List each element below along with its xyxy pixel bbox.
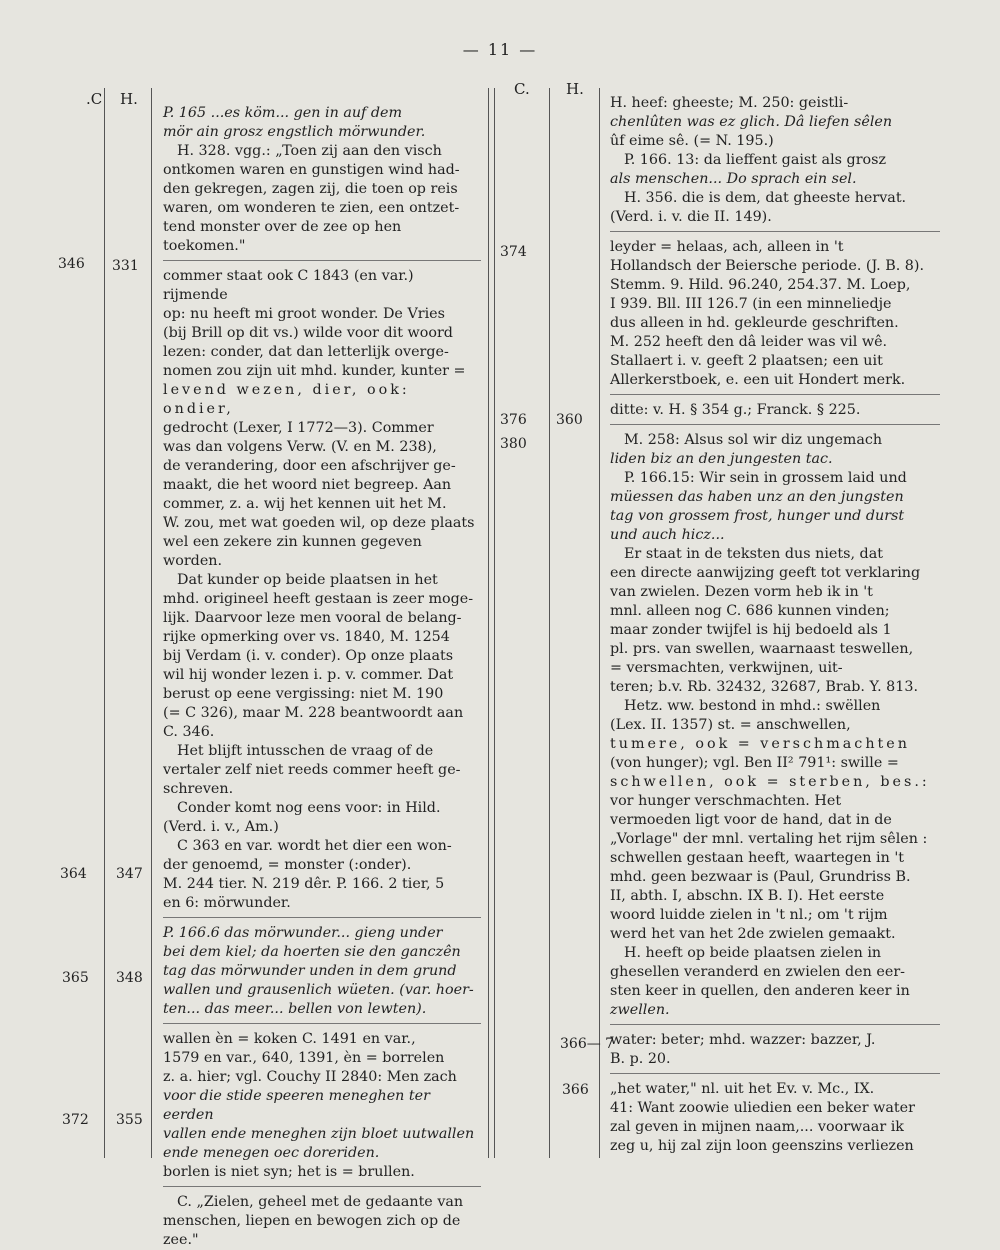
- note-block: [610, 431, 940, 1020]
- text-line: Hollandsch der Beiersche periode. (J. B. 8).: [610, 258, 925, 274]
- text-line: Stemm. 9. Hild. 96.240, 254.37. M. Loep,: [610, 277, 911, 293]
- divider: [610, 1024, 940, 1025]
- text-line: M. 258: Alsus sol wir diz ungemach: [624, 432, 883, 448]
- text-line: menschen, liepen en bewogen zich op de: [163, 1213, 461, 1229]
- text-line: zeg u, hij zal zijn loon geenszins verliezen: [610, 1138, 914, 1154]
- text-line: der genoemd, = monster (:onder).: [163, 857, 412, 873]
- text-line: leyder = helaas, ach, alleen in 't: [610, 239, 844, 255]
- text-line: als menschen... Do sprach ein sel.: [610, 171, 857, 187]
- note-block: [163, 924, 481, 1019]
- right-header-c: C.: [514, 80, 530, 98]
- text-line: zal geven in mijnen naam,... voorwaar ik: [610, 1119, 904, 1135]
- left-rule-c: [104, 88, 105, 1158]
- text-line: schreven.: [163, 781, 234, 797]
- text-line: ende menegen oec doreriden.: [163, 1145, 380, 1161]
- right-ref-c: 374: [500, 244, 527, 260]
- text-line: „Vorlage" der mnl. vertaling het rijm sêlen :: [610, 831, 928, 847]
- text-line: Hetz. ww. bestond in mhd.: swëllen: [624, 698, 881, 714]
- right-ref-c: 380: [500, 436, 527, 452]
- text-line: ontkomen waren en gunstigen wind had-: [163, 162, 460, 178]
- center-rule: [494, 88, 495, 1158]
- left-ref-h: 348: [116, 970, 143, 986]
- note-block: [610, 1031, 940, 1069]
- text-line: ûf eime sê. (= N. 195.): [610, 133, 774, 149]
- center-rule: [488, 88, 489, 1158]
- divider: [610, 1073, 940, 1074]
- text-line: lezen: conder, dat dan letterlijk overge-: [163, 344, 449, 360]
- text-line: H. 328. vgg.: „Toen zij aan den visch: [177, 143, 442, 159]
- text-line: vertaler zelf niet reeds commer heeft ge-: [163, 762, 461, 778]
- right-text-column: [610, 94, 940, 1156]
- text-line: Het blijft intusschen de vraag of de: [177, 743, 434, 759]
- text-line: 1579 en var., 640, 1391, èn = borrelen: [163, 1050, 445, 1066]
- text-line: (von hunger); vgl. Ben II² 791¹: swille =: [610, 755, 899, 771]
- text-line: tag das mörwunder unden in dem grund: [163, 963, 457, 979]
- text-line: H. heeft op beide plaatsen zielen in: [624, 945, 882, 961]
- text-line: wallen èn = koken C. 1491 en var.,: [163, 1031, 416, 1047]
- text-line: voor die stide speeren meneghen ter eerden: [163, 1088, 430, 1123]
- note-block: [610, 401, 940, 420]
- divider: [610, 231, 940, 232]
- text-line: schwellen, ook = sterben, bes.:: [610, 774, 930, 790]
- text-line: den gekregen, zagen zij, die toen op reis: [163, 181, 458, 197]
- text-line: vallen ende meneghen zijn bloet uutwallen: [163, 1126, 475, 1142]
- divider: [163, 260, 481, 261]
- left-ref-c: 365: [62, 970, 89, 986]
- text-line: H. 356. die is dem, dat gheeste hervat.: [624, 190, 907, 206]
- text-line: = versmachten, verkwijnen, uit-: [610, 660, 843, 676]
- text-line: I 939. Bll. III 126.7 (in een minneliedje: [610, 296, 892, 312]
- note-block: [610, 238, 940, 390]
- text-line: und auch hicz...: [610, 527, 725, 543]
- text-line: borlen is niet syn; het is = brullen.: [163, 1164, 415, 1180]
- text-line: P. 165 ...es köm... gen in auf dem: [163, 105, 403, 121]
- note-block: [163, 104, 481, 256]
- text-line: Allerkerstboek, e. een uit Hondert merk.: [610, 372, 906, 388]
- text-line: II, abth. I, abschn. IX B. I). Het eerste: [610, 888, 885, 904]
- left-ref-h: 331: [112, 258, 139, 274]
- text-line: berust op eene vergissing: niet M. 190: [163, 686, 444, 702]
- text-line: Stallaert i. v. geeft 2 plaatsen; een uit: [610, 353, 883, 369]
- text-line: ghesellen veranderd en zwielen den eer-: [610, 964, 905, 980]
- text-line: liden biz an den jungesten tac.: [610, 451, 833, 467]
- text-line: z. a. hier; vgl. Couchy II 2840: Men zach: [163, 1069, 457, 1085]
- text-line: zee.": [163, 1232, 199, 1248]
- divider: [163, 1186, 481, 1187]
- note-block: [163, 1193, 481, 1250]
- text-line: tend monster over de zee op hen toekomen.": [163, 219, 402, 254]
- text-line: gedrocht (Lexer, I 1772—3). Commer: [163, 420, 434, 436]
- text-line: (Lex. II. 1357) st. = anschwellen,: [610, 717, 851, 733]
- text-line: W. zou, met wat goeden wil, op deze plaats: [163, 515, 475, 531]
- text-line: B. p. 20.: [610, 1051, 671, 1067]
- text-line: een directe aanwijzing geeft tot verklaring: [610, 565, 921, 581]
- text-line: levend wezen, dier, ook: ondier,: [163, 382, 410, 417]
- divider: [610, 424, 940, 425]
- text-line: (Verd. i. v. die II. 149).: [610, 209, 772, 225]
- text-line: mör ain grosz engstlich mörwunder.: [163, 124, 426, 140]
- text-line: (Verd. i. v., Am.): [163, 819, 279, 835]
- text-line: zwellen.: [610, 1002, 670, 1018]
- text-line: M. 244 tier. N. 219 dêr. P. 166. 2 tier, 5: [163, 876, 445, 892]
- right-ref-h: 360: [556, 412, 583, 428]
- text-line: maar zonder twijfel is hij bedoeld als 1: [610, 622, 892, 638]
- text-line: sten keer in quellen, den anderen keer in: [610, 983, 910, 999]
- text-line: vor hunger verschmachten. Het: [610, 793, 842, 809]
- text-line: teren; b.v. Rb. 32432, 32687, Brab. Y. 813.: [610, 679, 919, 695]
- text-line: pl. prs. van swellen, waarnaast teswellen,: [610, 641, 914, 657]
- note-block: [163, 267, 481, 913]
- divider: [163, 1023, 481, 1024]
- page-number: — 11 —: [462, 40, 538, 59]
- text-line: tag von grossem frost, hunger und durst: [610, 508, 905, 524]
- text-line: 41: Want zoowie uliedien een beker water: [610, 1100, 915, 1116]
- left-ref-c: 346: [58, 256, 85, 272]
- text-line: bei dem kiel; da hoerten sie den ganczên: [163, 944, 461, 960]
- text-line: P. 166.15: Wir sein in grossem laid und: [624, 470, 907, 486]
- text-line: chenlûten was ez glich. Dâ liefen sêlen: [610, 114, 893, 130]
- note-block: [163, 1030, 481, 1182]
- text-line: wil hij wonder lezen i. p. v. commer. Dat: [163, 667, 454, 683]
- text-line: en 6: mörwunder.: [163, 895, 291, 911]
- note-block: [610, 94, 940, 227]
- text-line: M. 252 heeft den dâ leider was vil wê.: [610, 334, 888, 350]
- text-line: commer staat ook C 1843 (en var.) rijmende: [163, 268, 414, 303]
- text-line: C 363 en var. wordt het dier een won-: [177, 838, 452, 854]
- text-line: nomen zou zijn uit mhd. kunder, kunter =: [163, 363, 466, 379]
- note-block: [610, 1080, 940, 1156]
- text-line: van zwielen. Dezen vorm heb ik in 't: [610, 584, 873, 600]
- text-line: wel een zekere zin kunnen gegeven worden.: [163, 534, 422, 569]
- divider: [610, 394, 940, 395]
- right-rule-h: [599, 88, 600, 1158]
- left-header-h: H.: [120, 90, 138, 108]
- text-line: Dat kunder op beide plaatsen in het: [177, 572, 438, 588]
- text-line: vermoeden ligt voor de hand, dat in de: [610, 812, 892, 828]
- right-rule-c: [549, 88, 550, 1158]
- text-line: ditte: v. H. § 354 g.; Franck. § 225.: [610, 402, 861, 418]
- text-line: was dan volgens Verw. (V. en M. 238),: [163, 439, 437, 455]
- text-line: müessen das haben unz an den jungsten: [610, 489, 904, 505]
- left-ref-c: 372: [62, 1112, 89, 1128]
- text-line: schwellen gestaan heeft, waartegen in 't: [610, 850, 905, 866]
- text-line: rijke opmerking over vs. 1840, M. 1254: [163, 629, 450, 645]
- text-line: bij Verdam (i. v. conder). Op onze plaats: [163, 648, 454, 664]
- text-line: (= C 326), maar M. 228 beantwoordt aan: [163, 705, 464, 721]
- text-line: C. „Zielen, geheel met de gedaante van: [177, 1194, 464, 1210]
- right-ref-h: 366— 7: [560, 1036, 615, 1052]
- left-ref-c: 364: [60, 866, 87, 882]
- text-line: C. 346.: [163, 724, 215, 740]
- right-ref-h: 366: [562, 1082, 589, 1098]
- text-line: ten... das meer... bellen von lewten).: [163, 1001, 427, 1017]
- text-line: dus alleen in hd. gekleurde geschriften.: [610, 315, 899, 331]
- left-ref-h: 347: [116, 866, 143, 882]
- text-line: mnl. alleen nog C. 686 kunnen vinden;: [610, 603, 890, 619]
- text-line: water: beter; mhd. wazzer: bazzer, J.: [610, 1032, 876, 1048]
- text-line: mhd. origineel heeft gestaan is zeer moge-: [163, 591, 474, 607]
- right-header-h: H.: [566, 80, 584, 98]
- text-line: maakt, die het woord niet begreep. Aan: [163, 477, 452, 493]
- text-line: woord luidde zielen in 't nl.; om 't rijm: [610, 907, 888, 923]
- text-line: wallen und grausenlich wüeten. (var. hoer-: [163, 982, 474, 998]
- left-header-c: .C: [86, 90, 103, 108]
- text-line: werd het van het 2de zwielen gemaakt.: [610, 926, 896, 942]
- left-ref-h: 355: [116, 1112, 143, 1128]
- text-line: lijk. Daarvoor leze men vooral de belang-: [163, 610, 462, 626]
- text-line: commer, z. a. wij het kennen uit het M.: [163, 496, 447, 512]
- text-line: de verandering, door een afschrijver ge-: [163, 458, 456, 474]
- text-line: Conder komt nog eens voor: in Hild.: [177, 800, 441, 816]
- text-line: tumere, ook = verschmachten: [610, 736, 910, 752]
- text-line: Er staat in de teksten dus niets, dat: [624, 546, 883, 562]
- text-line: waren, om wonderen te zien, een ontzet-: [163, 200, 460, 216]
- text-line: op: nu heeft mi groot wonder. De Vries: [163, 306, 445, 322]
- text-line: P. 166. 13: da lieffent gaist als grosz: [624, 152, 886, 168]
- text-line: „het water," nl. uit het Ev. v. Mc., IX.: [610, 1081, 875, 1097]
- left-rule-h: [151, 88, 152, 1158]
- right-ref-c: 376: [500, 412, 527, 428]
- text-line: H. heef: gheeste; M. 250: geistli-: [610, 95, 849, 111]
- text-line: P. 166.6 das mörwunder... gieng under: [163, 925, 443, 941]
- text-line: (bij Brill op dit vs.) wilde voor dit woord: [163, 325, 453, 341]
- left-text-column: [163, 104, 481, 1250]
- divider: [163, 917, 481, 918]
- text-line: mhd. geen bezwaar is (Paul, Grundriss B.: [610, 869, 911, 885]
